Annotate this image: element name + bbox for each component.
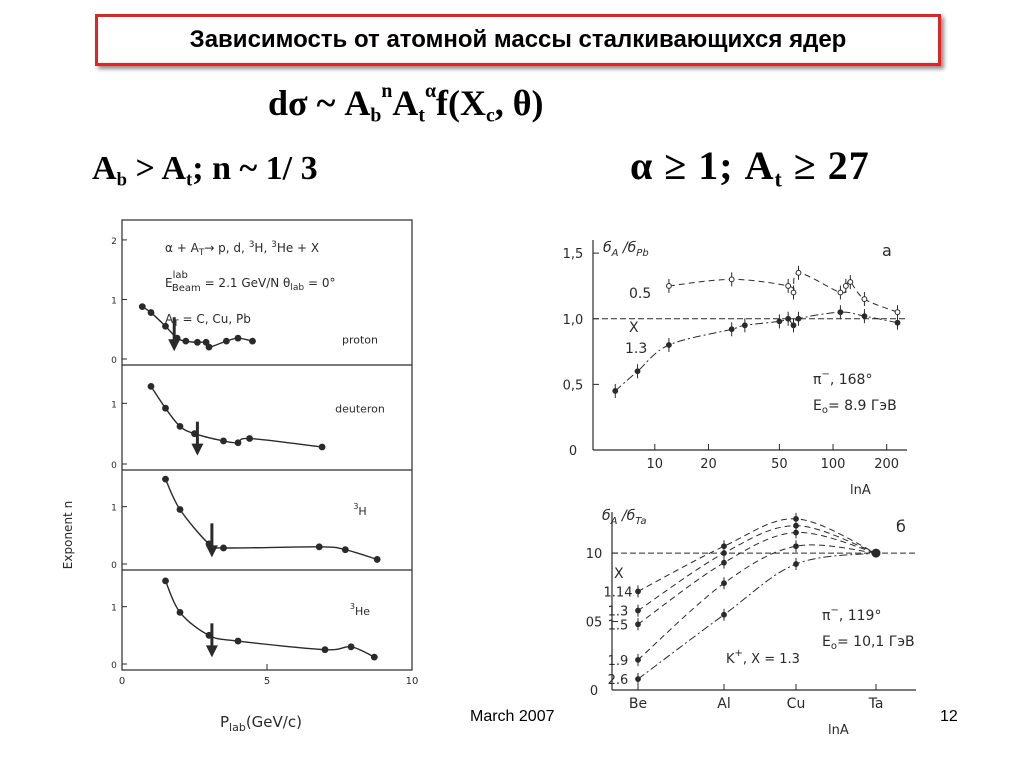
reaction-part-5: 3	[271, 240, 277, 250]
panel-label-sup-4: 3	[349, 602, 356, 611]
panel-point-2-7	[319, 444, 326, 451]
targets-a: A	[165, 312, 174, 326]
rb-point-1-0	[636, 589, 641, 594]
panel-point-2-4	[220, 438, 227, 445]
rt-series-label-05: 0.5	[629, 286, 652, 302]
rb-series-label-4: 1.9	[607, 653, 629, 669]
formula-main-rest: f(X	[436, 82, 486, 123]
rt-point-2-1	[635, 369, 640, 374]
formula-left-tail: ; n ~ 1/ 3	[192, 150, 318, 187]
panel-label-2: deuteron	[335, 402, 385, 416]
panel-y-tick-label: 1	[111, 503, 117, 514]
rb-e: E	[822, 634, 831, 650]
rt-point-1-4	[796, 270, 801, 275]
energy-sub: Beam	[171, 283, 201, 294]
energy-angle: = 0°	[304, 276, 336, 290]
rt-panel-label: a	[882, 241, 892, 260]
panel-point-2-6	[246, 435, 253, 442]
panel-point-4-3	[235, 638, 242, 645]
rt-point-2-0	[613, 389, 618, 394]
rt-x-tick-label: 50	[771, 457, 788, 472]
left-x-label-unit: (GeV/c)	[245, 713, 302, 731]
formula-main-a2: A	[392, 82, 419, 123]
rb-y-label-a: A	[610, 516, 618, 527]
left-x-tick-label: 10	[405, 676, 419, 687]
panel-label-sup-3: 3	[353, 502, 359, 511]
formula-right-head: α ≥ 1; A	[630, 143, 775, 188]
rt-point-2-5	[777, 319, 782, 324]
rb-point-4-2	[794, 544, 799, 549]
energy-value: = 2.1 GeV/N θ	[200, 276, 291, 290]
rb-point-2-1	[722, 551, 727, 556]
panel-point-1-9	[235, 335, 242, 342]
reaction-part-4: H,	[254, 241, 272, 255]
rb-k-val: , X = 1.3	[742, 652, 800, 667]
panel-y-tick-label: 0	[111, 661, 117, 671]
rb-panel-label: б	[896, 517, 906, 536]
rt-point-1-1	[729, 277, 734, 282]
rb-y-label-mid: /б	[617, 508, 636, 524]
rb-x-label: lnA	[828, 723, 849, 738]
rt-y-label-a: A	[611, 248, 619, 259]
rt-y-label-sigma: б	[603, 240, 612, 256]
formula-left-sub-t: t	[186, 169, 193, 191]
rt-point-1-9	[895, 310, 900, 315]
rt-point-2-4	[742, 323, 747, 328]
panel-point-1-7	[206, 344, 213, 351]
panel-point-1-0	[139, 303, 146, 310]
formula-right-tail: ≥ 27	[782, 143, 870, 188]
panel-point-1-8	[223, 338, 230, 345]
rb-series-label-2: 1.3	[607, 604, 629, 620]
rt-point-2-3	[729, 327, 734, 332]
footer-date: March 2007	[470, 708, 555, 725]
page-number: 12	[940, 708, 958, 725]
reaction-part-6: He + X	[276, 241, 320, 255]
rt-y-label-mid: /б	[618, 240, 637, 256]
panel-point-4-5	[348, 643, 355, 650]
formula-left-mid: > A	[126, 150, 187, 187]
reaction-part-0: α + A	[165, 241, 199, 255]
rb-point-3-1	[722, 560, 727, 565]
rb-pi-sup: −	[830, 605, 839, 616]
rb-e-sub: o	[830, 641, 837, 652]
panel-y-tick-label: 0	[111, 356, 117, 366]
panel-point-2-5	[235, 439, 242, 446]
rt-series-label-x: X	[629, 320, 639, 336]
rb-series-label-3: 1.5	[607, 618, 629, 634]
left-x-label-p: P	[220, 713, 230, 731]
panel-point-4-6	[371, 654, 378, 661]
panel-y-tick-label: 0	[111, 561, 117, 571]
rt-point-2-7	[791, 323, 796, 328]
rt-point-1-3	[791, 290, 796, 295]
rt-point-2-6	[786, 316, 791, 321]
rt-x-tick-label: 10	[646, 457, 664, 472]
formula-right	[630, 142, 870, 193]
formula-main-tail: , θ)	[494, 82, 544, 123]
rb-pi: π	[822, 608, 831, 624]
formula-main-sup-alpha: α	[424, 80, 436, 102]
rt-e: E	[813, 398, 822, 414]
rb-point-4-0	[636, 657, 641, 662]
rb-point-3-2	[794, 530, 799, 535]
left-figure	[40, 205, 460, 745]
energy-lab: lab	[290, 283, 305, 293]
targets-list: = C, Cu, Pb	[178, 312, 251, 326]
rb-x-values-label: X	[614, 566, 624, 582]
panel-point-2-1	[162, 405, 169, 412]
panel-point-1-5	[194, 339, 201, 346]
formula-left-a: A	[92, 150, 117, 187]
panel-point-3-5	[342, 546, 349, 553]
rb-y-tick-label: 10	[585, 547, 603, 563]
panel-point-3-4	[316, 543, 323, 550]
formula-main-sub-t: t	[418, 104, 425, 127]
rt-pi: π	[813, 372, 822, 388]
rb-converge-point	[872, 549, 880, 557]
formula-main-sup-n: n	[381, 80, 393, 102]
panel-point-3-3	[220, 545, 227, 552]
panel-point-1-1	[148, 309, 155, 316]
rt-point-1-6	[843, 284, 848, 289]
rt-e-sub: o	[821, 405, 828, 416]
rb-y-tick-label: 0	[589, 684, 599, 699]
panel-y-tick-label: 0	[111, 461, 117, 471]
slide-title-box	[95, 14, 941, 66]
rb-point-5-0	[636, 677, 641, 682]
rt-point-1-5	[838, 290, 843, 295]
rt-point-2-9	[838, 310, 843, 315]
formula-left	[92, 150, 318, 192]
rt-x-tick-label: 200	[874, 457, 900, 472]
rb-k: K	[726, 652, 735, 667]
panel-point-3-6	[374, 556, 381, 563]
rb-x-tick-label-Ta: Ta	[868, 696, 884, 712]
panel-point-2-0	[148, 383, 155, 390]
rt-pi-sup: −	[821, 369, 830, 380]
left-x-tick-label: 0	[118, 676, 126, 687]
rt-point-1-7	[848, 280, 853, 285]
rt-y-label-pb: Pb	[636, 248, 649, 259]
rt-point-2-11	[895, 320, 900, 325]
rb-y-label-sigma: б	[602, 508, 611, 524]
slide-title: Зависимость от атомной массы сталкивающихся ядер	[189, 26, 847, 53]
panel-y-tick-label: 1	[111, 296, 117, 307]
rt-point-2-8	[796, 316, 801, 321]
panel-y-tick-label: 1	[111, 400, 117, 411]
panel-point-4-1	[177, 609, 184, 616]
rt-series-label-13: 1.3	[625, 341, 648, 357]
formula-right-sub-t: t	[774, 166, 783, 192]
right-bottom-figure	[566, 498, 940, 744]
targets-t: T	[173, 319, 179, 329]
panel-y-tick-label: 1	[111, 603, 117, 614]
panel-point-4-4	[322, 646, 329, 653]
rt-point-1-2	[786, 284, 791, 289]
rt-x-label: lnA	[850, 483, 871, 498]
left-x-tick-label: 5	[263, 676, 271, 687]
formula-main-sub-c: c	[485, 104, 495, 127]
panel-label-text-3: H	[358, 505, 367, 518]
formula-main-lhs: dσ ~ A	[268, 82, 371, 123]
rt-e-val: = 8.9 ГэВ	[827, 398, 897, 414]
rt-y-tick-label: 0	[568, 444, 578, 459]
rt-y-tick-label: 0,5	[562, 378, 584, 394]
formula-main	[268, 80, 544, 128]
rb-angle: , 119°	[838, 608, 882, 624]
rb-series-label-1: 1.14	[603, 585, 633, 601]
rt-point-2-2	[667, 343, 672, 348]
rb-e-val: = 10,1 ГэВ	[836, 634, 915, 650]
panel-point-3-0	[162, 476, 169, 483]
rb-x-tick-label-Be: Be	[628, 696, 648, 712]
rb-k-sup: +	[734, 648, 743, 659]
rb-x-tick-label-Cu: Cu	[786, 696, 806, 712]
formula-left-sub-b: b	[116, 169, 127, 191]
rb-y-tick-label: 05	[585, 615, 603, 631]
rt-x-tick-label: 100	[820, 457, 846, 472]
energy-sup: lab	[172, 270, 188, 281]
panel-point-1-4	[182, 338, 189, 345]
rb-point-5-2	[794, 562, 799, 567]
rt-angle: , 168°	[829, 372, 873, 388]
rb-point-4-1	[722, 581, 727, 586]
rb-y-label-ta: Ta	[635, 516, 647, 527]
left-y-label: Exponent n	[61, 500, 75, 570]
rt-point-1-8	[862, 297, 867, 302]
panel-point-4-0	[162, 577, 169, 584]
rb-point-2-0	[636, 608, 641, 613]
rt-point-1-0	[667, 284, 672, 289]
rb-series-label-5: 2.6	[607, 673, 629, 689]
reaction-part-1: T	[198, 248, 205, 258]
rb-point-3-0	[636, 622, 641, 627]
panel-point-2-2	[177, 423, 184, 430]
formula-main-sub-b: b	[370, 104, 382, 127]
rb-x-tick-label-Al: Al	[717, 696, 731, 712]
rt-point-2-10	[862, 314, 867, 319]
left-x-label-sub: lab	[229, 721, 246, 734]
energy-e: E	[165, 276, 173, 290]
panel-point-3-1	[177, 506, 184, 513]
panel-label-1: proton	[341, 333, 379, 347]
rt-y-tick-label: 1,5	[562, 247, 584, 263]
reaction-part-3: 3	[248, 240, 255, 250]
right-top-figure	[545, 228, 935, 500]
panel-label-text-4: He	[355, 605, 371, 618]
panel-y-tick-label: 2	[111, 236, 117, 247]
panel-point-1-10	[249, 338, 256, 345]
rt-y-tick-label: 1,0	[562, 312, 584, 328]
reaction-part-2: → p, d,	[204, 241, 249, 255]
rb-point-5-1	[722, 612, 727, 617]
rt-x-tick-label: 20	[700, 457, 717, 472]
